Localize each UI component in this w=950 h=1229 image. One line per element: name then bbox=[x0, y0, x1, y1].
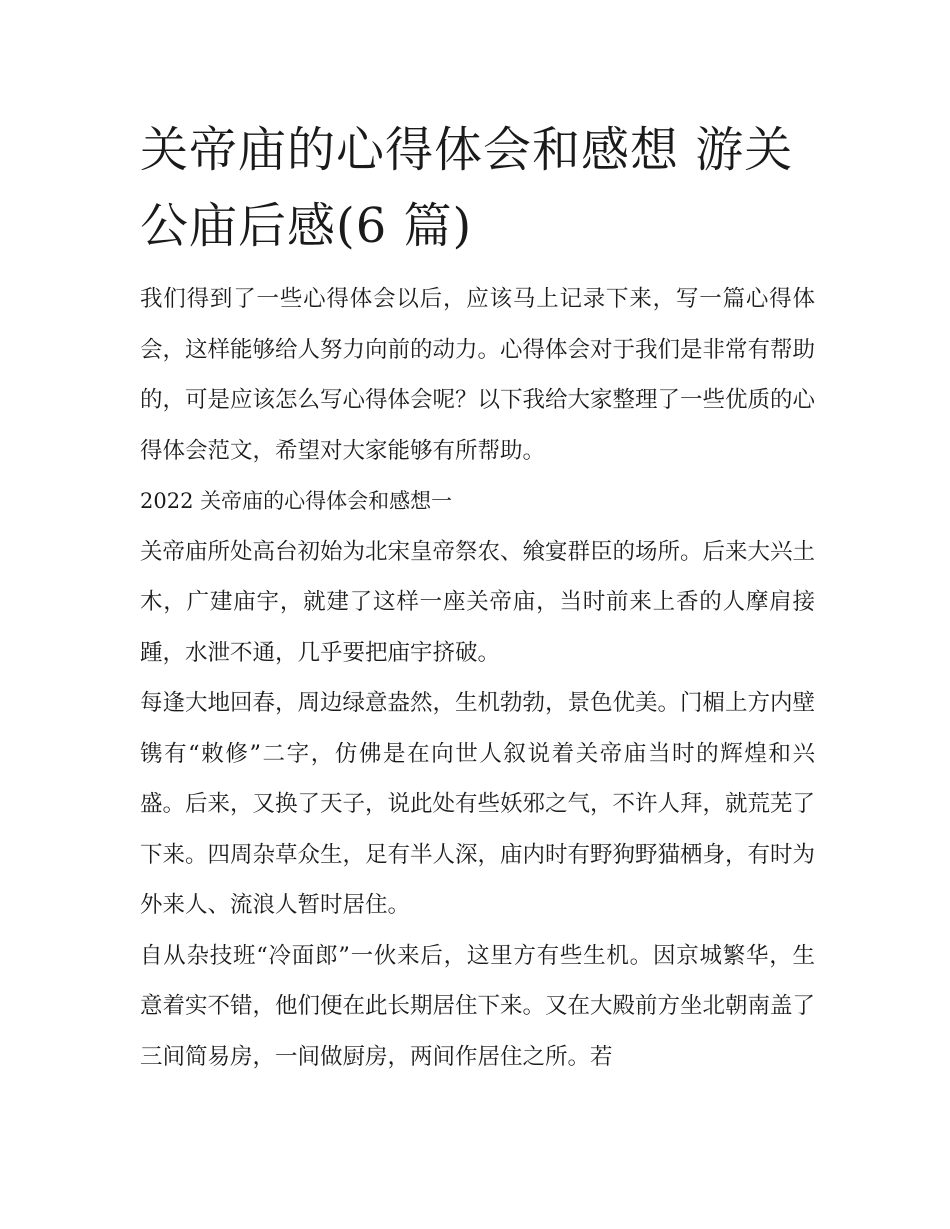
section-heading: 2022 关帝庙的心得体会和感想一 bbox=[140, 489, 453, 513]
document-page bbox=[140, 112, 815, 1082]
body-paragraph-2: 每逢大地回春，周边绿意盎然，生机勃勃，景色优美。门楣上方内壁镌有“敕修”二字，仿佛是在向世人叙说着关帝庙当时的辉煌和兴盛。后来，又换了天子，说此处有些妖邪之气，不许人拜，就荒芜了下来。四周杂草众生，足有半人深，庙内时有野狗野猫栖身，有时为外来人、流浪人暂时居住。 bbox=[140, 690, 816, 918]
document-title: 关帝庙的心得体会和感想 游关公庙后感(6 篇) bbox=[140, 122, 794, 254]
body-paragraph-3: 自从杂技班“冷面郎”一伙来后，这里方有些生机。因京城繁华，生意着实不错，他们便在此长期居住下来。又在大殿前方坐北朝南盖了三间简易房，一间做厨房，两间作居住之所。若 bbox=[140, 942, 816, 1070]
body-paragraph-1: 关帝庙所处高台初始为北宋皇帝祭农、飨宴群臣的场所。后来大兴土木，广建庙宇，就建了这样一座关帝庙，当时前来上香的人摩肩接踵，水泄不通，几乎要把庙宇挤破。 bbox=[140, 538, 816, 666]
intro-paragraph: 我们得到了一些心得体会以后，应该马上记录下来，写一篇心得体会，这样能够给人努力向前的动力。心得体会对于我们是非常有帮助的，可是应该怎么写心得体会呢？以下我给大家整理了一些优质的心得体会范文，希望对大家能够有所帮助。 bbox=[140, 286, 816, 464]
